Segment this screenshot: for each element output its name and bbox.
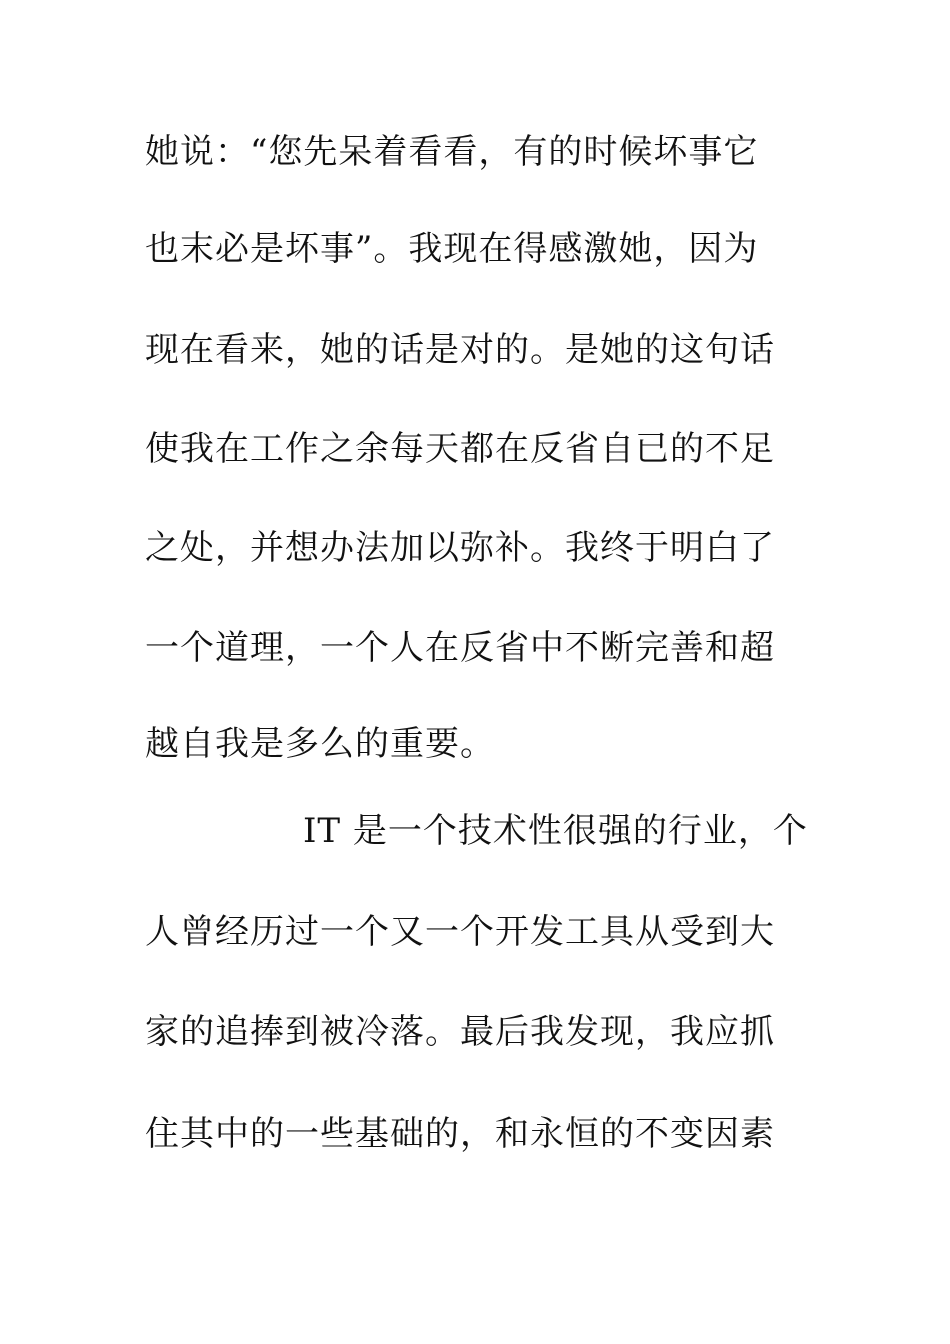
text-line: 也末必是坏事”。我现在得感激她，因为 (145, 229, 759, 269)
text-line: 她说：“您先呆着看看，有的时候坏事它 (145, 132, 759, 172)
paragraph-start-line: IT 是一个技术性很强的行业，个 (303, 811, 808, 851)
text-line: 使我在工作之余每天都在反省自已的不足 (145, 429, 775, 469)
text-line: 住其中的一些基础的，和永恒的不变因素 (145, 1114, 775, 1154)
text-line: 之处，并想办法加以弥补。我终于明白了 (145, 528, 775, 568)
text-line: 现在看来，她的话是对的。是她的这句话 (145, 330, 775, 370)
text-line: 人曾经历过一个又一个开发工具从受到大 (145, 912, 775, 952)
text-line: 家的追捧到被冷落。最后我发现，我应抓 (145, 1012, 775, 1052)
text-line: 一个道理，一个人在反省中不断完善和超 (145, 628, 775, 668)
text-line: 越自我是多么的重要。 (145, 724, 495, 764)
